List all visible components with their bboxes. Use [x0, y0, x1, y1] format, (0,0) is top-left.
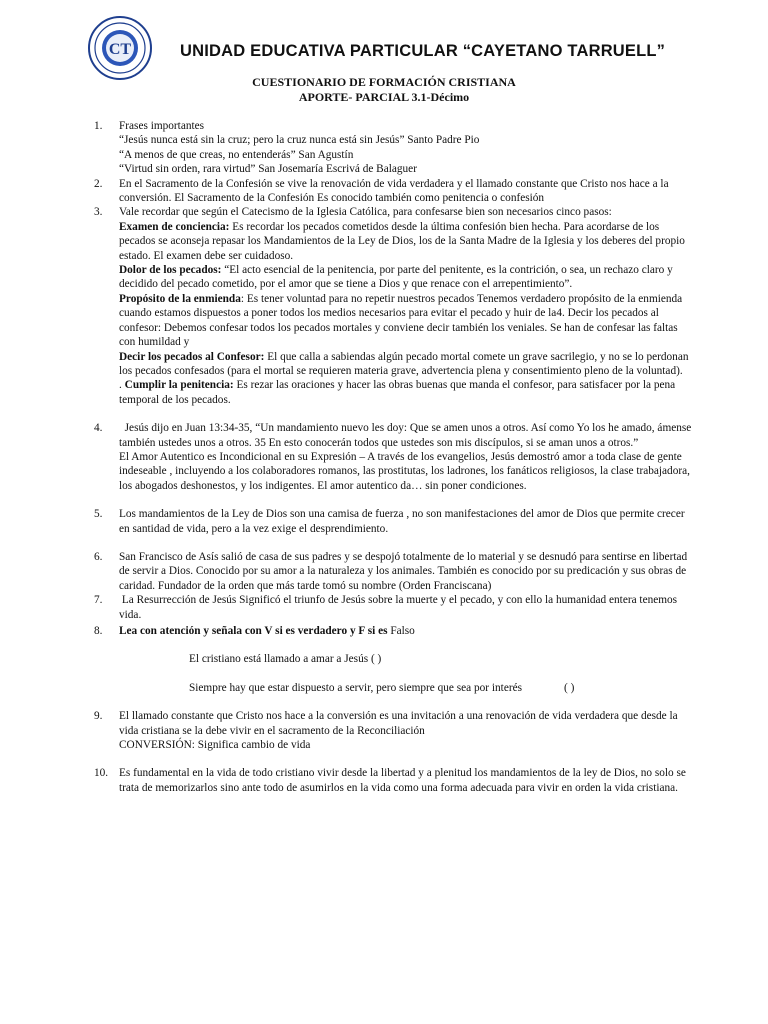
confession-step: Decir los pecados al Confesor: El que calla a sabiendas algún pecado mortal comete un grave sacrilegio, y no se lo perdonan los pecados confesados (para el mortal se requieren materia grave, advertencia plena y consentimiento pleno de la voluntad). — [119, 350, 689, 377]
item-number: 1. — [94, 120, 103, 132]
item-text: Vale recordar que según el Catecismo de la Iglesia Católica, para confesarse bien son necesarios cinco pasos: — [119, 206, 612, 219]
item-text: Jesús dijo en Juan 13:34-35, “Un mandamiento nuevo les doy: Que se amen unos a otros. Así como Yo los he amado, ámense también ustedes unos a otros. 35 En esto conocerán todos que ustedes son mis discípulos, si se aman unos a otros.” — [119, 422, 695, 449]
document-subtitle: APORTE- PARCIAL 3.1-Décimo — [298, 90, 470, 104]
list-item — [94, 205, 694, 407]
logo-letters: CT — [108, 41, 132, 58]
list-item — [94, 709, 694, 752]
quote-line: “Virtud sin orden, rara virtud” San Josemaría Escrivá de Balaguer — [119, 163, 417, 176]
answer-blank: ( ) — [564, 681, 575, 694]
item-number: 10. — [94, 767, 109, 780]
step-label: Dolor de los pecados: — [119, 264, 222, 277]
item-number: 3. — [94, 206, 103, 219]
step-label: Cumplir la penitencia: — [124, 379, 234, 392]
true-false-instruction: Lea con atención y señala con V si es verdadero y F si es Falso — [119, 625, 415, 637]
list-item — [94, 119, 694, 177]
school-name: UNIDAD EDUCATIVA PARTICULAR “CAYETANO TARRUELL” — [180, 42, 666, 60]
answer-text: Falso — [387, 625, 415, 637]
list-item — [94, 624, 694, 695]
quote-line: “A menos de que creas, no entenderás” San Agustín — [119, 148, 354, 161]
quote-line: “Jesús nunca está sin la cruz; pero la cruz nunca está sin Jesús” Santo Padre Pio — [119, 134, 480, 147]
item-number: 6. — [94, 550, 103, 563]
confession-step: . Cumplir la penitencia: Es rezar las oraciones y hacer las obras buenas que manda el confesor, para satisfacer por la pena temporal de los pecados. — [119, 379, 676, 406]
list-item — [94, 593, 694, 622]
step-label: Propósito de la enmienda — [119, 292, 241, 305]
confession-step: Examen de conciencia: Es recordar los pecados cometidos desde la última confesión bien hecha. Para acordarse de los pecados se aconseja repasar los Mandamientos de la Ley de Dios, los de la Santa Madre de la Iglesia y los deberes del propio estado. El examen debe ser cuidadoso. — [119, 220, 685, 262]
true-false-statement: Siempre hay que estar dispuesto a servir, pero siempre que sea por interés ( ) — [189, 681, 575, 694]
list-item — [94, 421, 694, 493]
item-number: 9. — [94, 710, 103, 723]
item-number: 8. — [94, 625, 103, 637]
item-number: 7. — [94, 594, 103, 607]
item-text-extra: El Amor Autentico es Incondicional en su Expresión – A través de los evangelios, Jesús demostró amor a toda clase de gente indeseable , incluyendo a los colaboradores romanos, las prostitutas, los ladrones, los fanáticos religiosos, la clase trabajadora, los abogados deshonestos, y los indigentes. El amor autentico da… sin poner condiciones. — [119, 450, 690, 492]
question-list — [94, 119, 694, 795]
document-title: CUESTIONARIO DE FORMACIÓN CRISTIANA — [252, 75, 516, 89]
item-number: 2. — [94, 177, 103, 190]
item-number: 4. — [94, 422, 103, 435]
item-text: La Resurrección de Jesús Significó el triunfo de Jesús sobre la muerte y el pecado, y con ello la humanidad entera tenemos vida. — [119, 594, 680, 621]
item-text-extra: CONVERSIÓN: Significa cambio de vida — [119, 739, 311, 752]
item-text: San Francisco de Asís salió de casa de sus padres y se despojó totalmente de lo material y se desnudó para sentirse en libertad de servir a Dios. Conocido por su amor a la naturaleza y los animales. También es conocido por su predicación y sus obras de caridad. Fundador de la orden que más tarde tomó su nombre (Orden Franciscana) — [119, 550, 688, 592]
item-text: El llamado constante que Cristo nos hace a la conversión es una invitación a una renovación de vida verdadera que desde la vida cristiana se la debe vivir en el sacramento de la Reconciliación — [119, 710, 678, 737]
item-number: 5. — [94, 508, 103, 521]
item-text: Los mandamientos de la Ley de Dios son una camisa de fuerza , no son manifestaciones del amor de Dios que permite crecer en santidad de vida, pero a la vez exige el desprendimiento. — [119, 508, 685, 535]
item-text: Frases importantes — [119, 120, 205, 132]
list-item — [94, 550, 694, 593]
step-label: Examen de conciencia: — [119, 220, 230, 233]
step-label: Decir los pecados al Confesor: — [119, 350, 265, 363]
item-text: En el Sacramento de la Confesión se vive la renovación de vida verdadera y el llamado constante que Cristo nos hace a la conversión. El Sacramento de la Confesión Es conocido también como penitencia o confesión — [119, 177, 669, 205]
school-logo — [87, 15, 153, 81]
confession-step: Dolor de los pecados: “El acto esencial de la penitencia, por parte del penitente, es la contrición, o sea, un rechazo claro y decidido del pecado cometido, por el amor que se tiene a Dios y que renace con el arrepentimiento”. — [119, 264, 673, 291]
list-item — [94, 507, 694, 536]
confession-step: Propósito de la enmienda: Es tener voluntad para no repetir nuestros pecados Tenemos verdadero propósito de la enmienda cuando estamos dispuestos a poner todos los medios necesarios para evitar el pecado y huir de la4. Decir los pecados al confesor: Debemos confesar todos los pecados mortales y conviene decir también los veniales. Se han de confesar las faltas con humildad y — [119, 292, 683, 349]
list-item — [94, 177, 694, 206]
item-text: Es fundamental en la vida de todo cristiano vivir desde la libertad y a plenitud los mandamientos de la ley de Dios, no solo se trata de memorizarlos sino ante todo de asumirlos en la vida como una forma adecuada para vivir en orden la vida cristiana. — [119, 767, 686, 794]
true-false-statement: El cristiano está llamado a amar a Jesús ( ) — [189, 653, 382, 666]
list-item — [94, 766, 694, 795]
